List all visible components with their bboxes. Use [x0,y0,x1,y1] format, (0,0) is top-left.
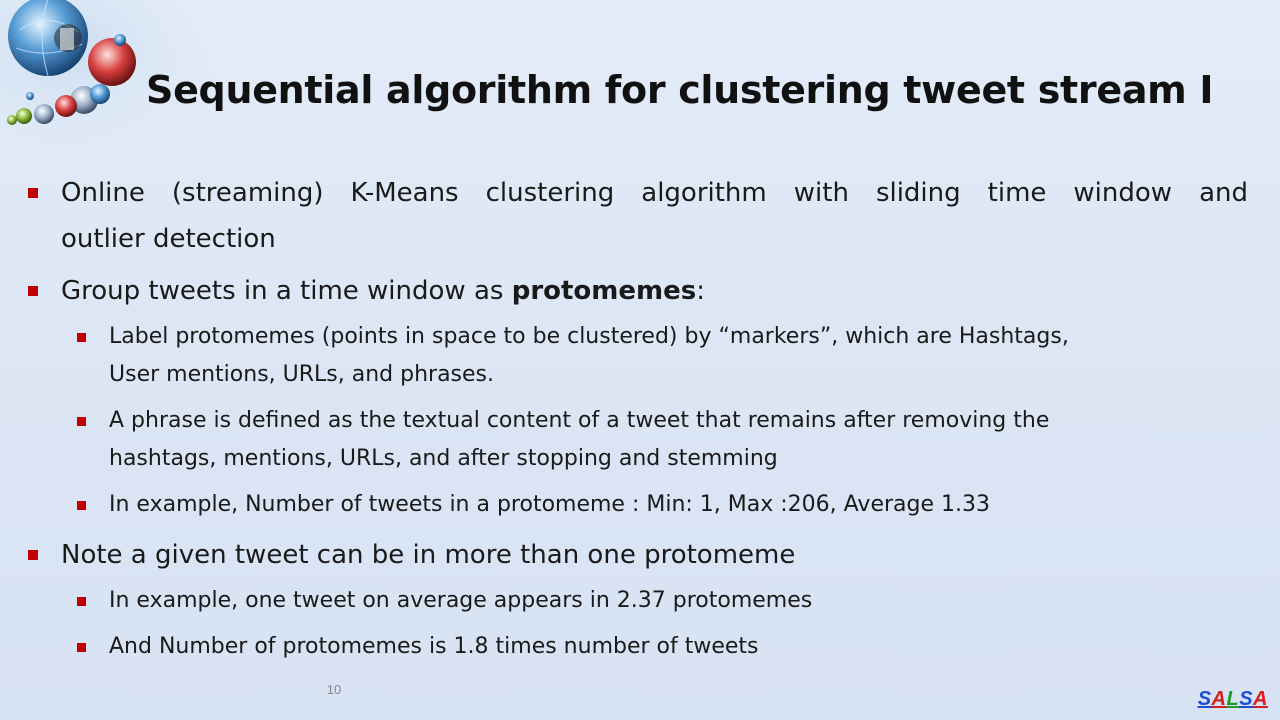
bullet-text-line: outlier detection [61,224,276,254]
sub-bullet-item [24,318,1248,394]
page-number: 10 [326,682,342,697]
sub-bullet-item [24,628,1248,666]
bullet-text-bold: protomemes [511,276,697,306]
slide-title: Sequential algorithm for clustering tweet stream I [146,68,1214,112]
bullet-square-icon [77,501,86,510]
bullet-square-icon [77,597,86,606]
sub-bullet-item [24,582,1248,620]
bullet-text: : [696,276,705,306]
bullet-text-line: Online (streaming) K-Means clustering algorithm with sliding time window and [61,178,1248,208]
bullet-text-line: Label protomemes (points in space to be clustered) by “markers”, which are Hashtags, [109,324,1069,349]
bullet-square-icon [77,417,86,426]
bullet-text: Group tweets in a time window as [61,276,512,306]
bullet-item [24,532,1248,578]
salsa-logo-letter: A [1211,688,1227,710]
bullet-text: And Number of protomemes is 1.8 times number of tweets [109,634,759,659]
salsa-logo-letter: S [1197,688,1212,710]
bullet-text: In example, one tweet on average appears in 2.37 protomemes [109,588,813,613]
salsa-logo-letter: L [1226,688,1240,710]
bullet-square-icon [28,550,38,560]
salsa-logo-letter: A [1253,688,1268,710]
bullet-list [24,170,1248,674]
bullet-text-line: hashtags, mentions, URLs, and after stopping and stemming [109,446,778,471]
salsa-logo-letter: S [1239,688,1254,710]
bullet-square-icon [28,286,38,296]
bullet-text: Note a given tweet can be in more than one protomeme [61,540,796,570]
bullet-text-line: A phrase is defined as the textual content of a tweet that remains after removing the [109,408,1050,433]
bullet-text-line: User mentions, URLs, and phrases. [109,362,494,387]
bullet-item [24,170,1248,262]
bullet-text: In example, Number of tweets in a protomeme : Min: 1, Max :206, Average 1.33 [109,492,990,517]
bullet-square-icon [77,643,86,652]
bullet-square-icon [77,333,86,342]
sub-bullet-item [24,402,1248,478]
salsa-logo [1198,688,1268,711]
sub-bullet-item [24,486,1248,524]
bullet-item [24,268,1248,314]
bullet-square-icon [28,188,38,198]
